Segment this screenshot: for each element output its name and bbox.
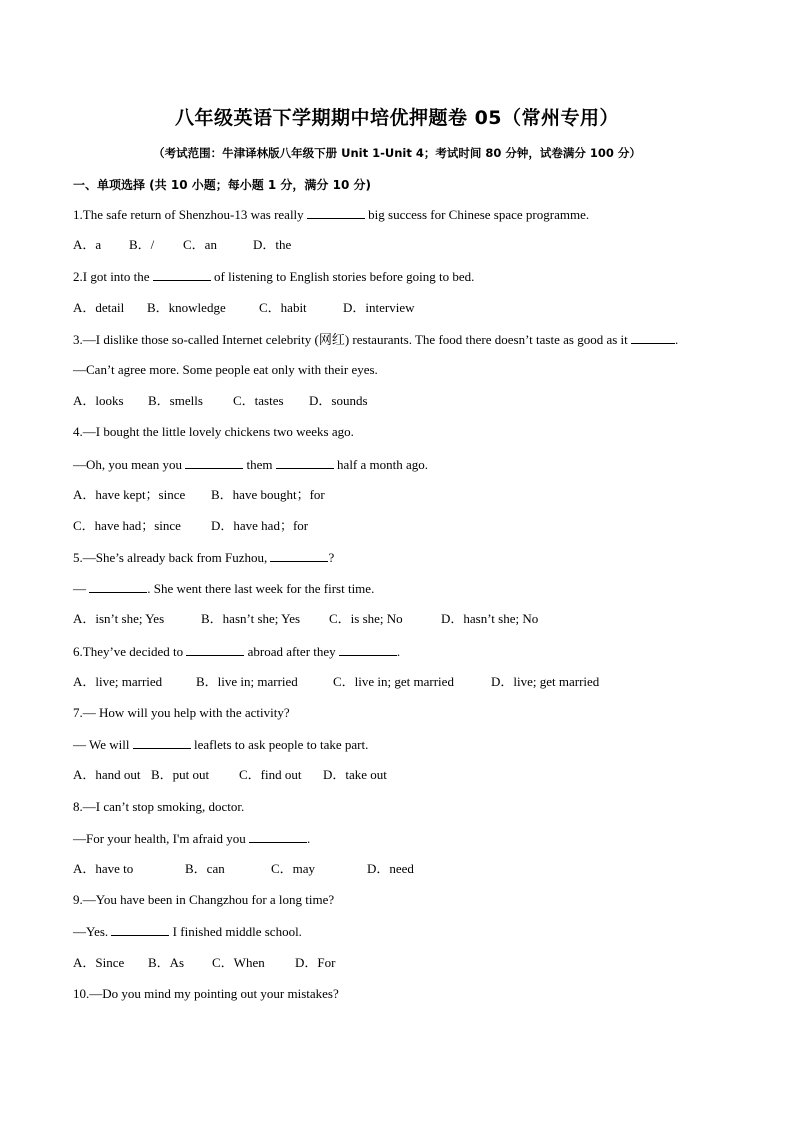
option-c: C．live in; get married [333,673,454,689]
option-c: C．habit [259,299,307,315]
answer-blank [153,268,211,281]
option-b: B．hasn’t she; Yes [201,611,301,627]
option-a: A．hand out [73,767,141,783]
answer-blank [270,549,328,562]
question-3-options [73,393,733,424]
question-list [73,206,733,1017]
option-d: D．the [253,237,292,253]
option-b: B．smells [148,393,203,409]
option-c: C．is she; No [329,611,403,627]
option-d: D．sounds [309,393,368,409]
option-d: D．have had；for [211,517,309,533]
option-a: A．detail [73,299,125,315]
option-a: A．Since [73,954,125,970]
option-a: A．isn’t she; Yes [73,611,165,627]
option-b: B．live in; married [196,673,298,689]
answer-blank [186,643,244,656]
option-d: D．take out [323,767,387,783]
question-8-options [73,861,733,892]
option-c: C．may [271,860,316,876]
option-d: D．interview [343,299,415,315]
option-c: C．When [212,954,265,970]
question-8-stem: 8.—I can’t stop smoking, doctor. [73,798,245,814]
answer-blank [276,456,334,469]
question-5-options [73,611,733,642]
question-7-options [73,767,733,798]
option-b: B．As [148,954,185,970]
option-b: B．/ [129,237,155,253]
question-6-options [73,674,733,705]
exam-info: （考试范围：牛津译林版八年级下册 Unit 1-Unit 4；考试时间 80 分钟，试卷满分 100 分） [153,146,641,160]
question-9-reply: —Yes. I finished middle school. [73,924,302,940]
question-4-options-ab [73,487,733,518]
question-9-stem: 9.—You have been in Changzhou for a long time? [73,892,335,908]
page-title: 八年级英语下学期期中培优押题卷 05（常州专用） [174,107,620,129]
section-heading: 一、单项选择 (共 10 小题；每小题 1 分，满分 10 分) [73,178,371,192]
question-3-stem: 3.—I dislike those so-called Internet celebrity (网红) restaurants. The food there doesn’t taste as good as it . [73,331,679,347]
option-d: D．live; get married [491,673,600,689]
option-b: B．knowledge [147,299,226,315]
question-4-reply: —Oh, you mean you them half a month ago. [73,456,429,472]
option-d: D．For [295,954,336,970]
answer-blank [111,923,169,936]
question-4-options-cd [73,518,733,549]
option-a: A．a [73,237,102,253]
question-4-stem: 4.—I bought the little lovely chickens two weeks ago. [73,424,354,440]
option-c: C．have had；since [73,517,181,533]
answer-blank [631,331,675,344]
option-b: B．put out [151,767,210,783]
answer-blank [185,456,243,469]
question-1-options [73,237,733,268]
option-a: A．have kept；since [73,486,186,502]
option-c: C．find out [239,767,302,783]
option-a: A．have to [73,860,134,876]
answer-blank [89,580,147,593]
question-8-reply: —For your health, I'm afraid you . [73,830,311,846]
question-7-stem: 7.— How will you help with the activity? [73,705,290,720]
question-9-options [73,955,733,986]
question-5-reply: — . She went there last week for the first time. [73,581,375,597]
option-c: C．an [183,237,217,253]
question-10-stem: 10.—Do you mind my pointing out your mistakes? [73,985,339,1001]
question-3-reply: —Can’t agree more. Some people eat only with their eyes. [73,361,378,377]
option-a: A．looks [73,393,124,409]
question-1-stem: 1.The safe return of Shenzhou-13 was really big success for Chinese space programme. [73,207,590,222]
question-7-reply: — We will leaflets to ask people to take part. [73,737,369,753]
option-d: D．hasn’t she; No [441,611,539,627]
option-b: B．have bought；for [211,486,325,502]
question-6-stem: 6.They’ve decided to abroad after they . [73,643,401,659]
question-2-options [73,300,733,331]
answer-blank [133,736,191,749]
question-5-stem: 5.—She’s already back from Fuzhou, ? [73,550,335,566]
question-2-stem: 2.I got into the of listening to English stories before going to bed. [73,269,475,285]
answer-blank [339,643,397,656]
answer-blank [249,830,307,843]
option-a: A．live; married [73,673,163,689]
answer-blank [307,206,365,219]
option-c: C．tastes [233,393,284,409]
option-b: B．can [185,860,225,876]
option-d: D．need [367,860,414,876]
